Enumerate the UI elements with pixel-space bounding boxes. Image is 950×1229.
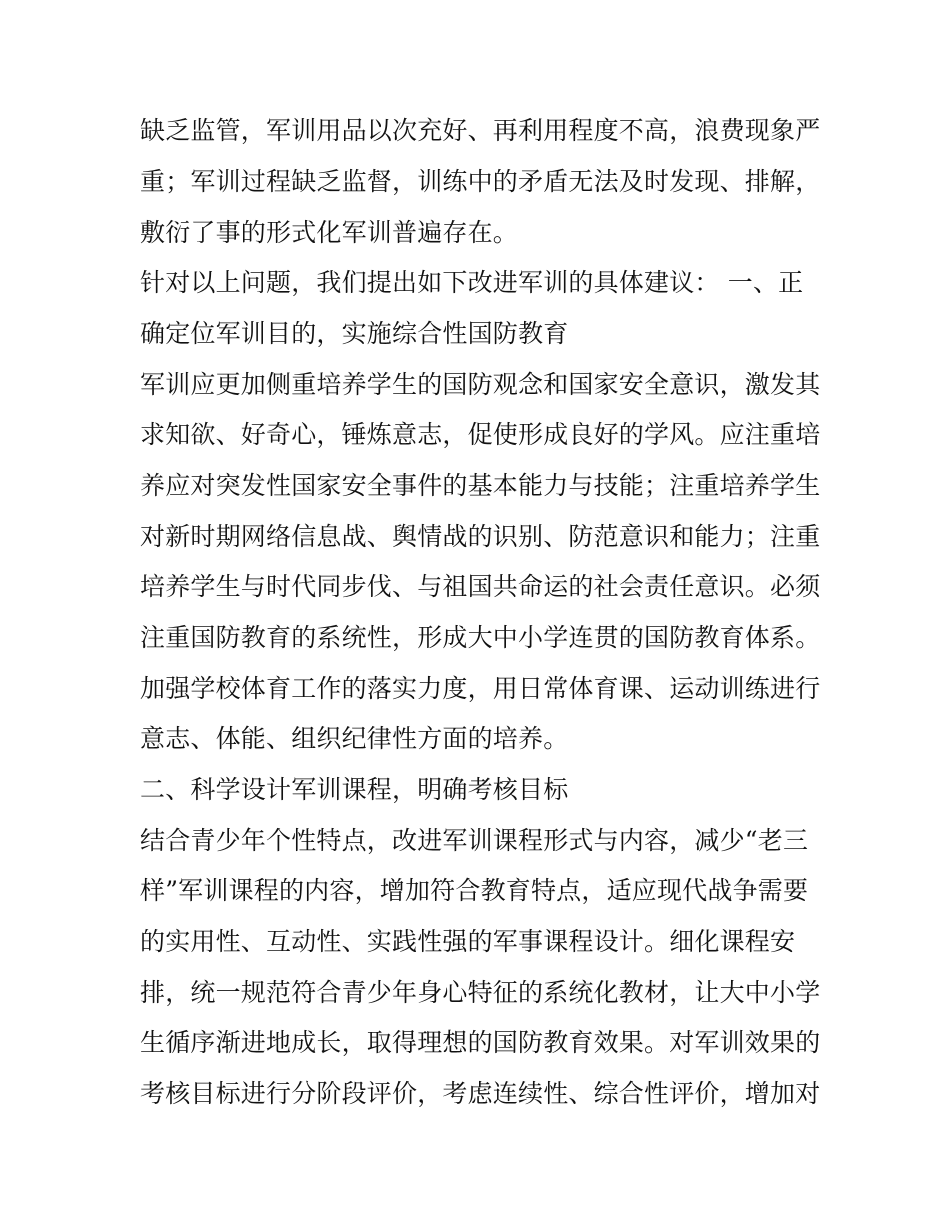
text-line: 培养学生与时代同步伐、与祖国共命运的社会责任意识。必须	[140, 572, 821, 601]
text-line: 生循序渐进地成长，取得理想的国防教育效果。对军训效果的	[140, 1028, 821, 1057]
text-line: 军训应更加侧重培养学生的国防观念和国家安全意识，激发其	[140, 370, 821, 399]
text-line: 针对以上问题，我们提出如下改进军训的具体建议： 一、正	[140, 268, 804, 297]
text-line: 缺乏监管，军训用品以次充好、再利用程度不高，浪费现象严	[140, 116, 821, 145]
text-line: 养应对突发性国家安全事件的基本能力与技能；注重培养学生	[140, 471, 821, 500]
text-line: 对新时期网络信息战、舆情战的识别、防范意识和能力；注重	[140, 522, 821, 551]
text-line: 结合青少年个性特点，改进军训课程形式与内容，减少“老三	[140, 826, 809, 855]
text-line: 的实用性、互动性、实践性强的军事课程设计。细化课程安	[140, 927, 796, 956]
text-line: 敷衍了事的形式化军训普遍存在。	[140, 218, 519, 247]
text-line: 加强学校体育工作的落实力度，用日常体育课、运动训练进行	[140, 674, 821, 703]
text-line: 排，统一规范符合青少年身心特征的系统化教材，让大中小学	[140, 978, 821, 1007]
section-heading: 二、科学设计军训课程，明确考核目标	[140, 775, 569, 804]
text-line: 考核目标进行分阶段评价，考虑连续性、综合性评价，增加对	[140, 1079, 821, 1108]
text-line: 重；军训过程缺乏监督，训练中的矛盾无法及时发现、排解，	[140, 167, 821, 196]
text-line: 意志、体能、组织纪律性方面的培养。	[140, 724, 569, 753]
text-line: 注重国防教育的系统性，形成大中小学连贯的国防教育体系。	[140, 623, 821, 652]
text-line: 样”军训课程的内容，增加符合教育特点，适应现代战争需要	[140, 876, 809, 905]
text-line: 确定位军训目的，实施综合性国防教育	[140, 319, 569, 348]
text-line: 求知欲、好奇心，锤炼意志，促使形成良好的学风。应注重培	[140, 420, 821, 449]
